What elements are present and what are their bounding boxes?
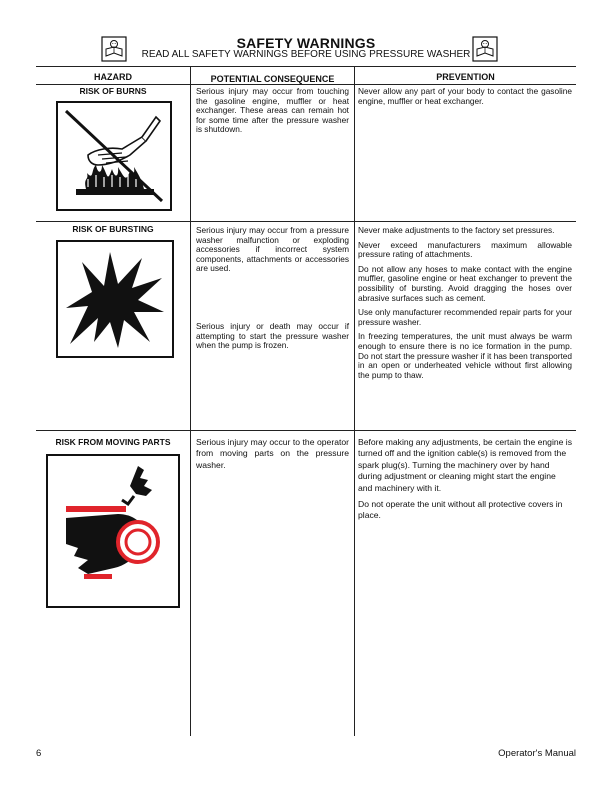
prevention-text: In freezing temperatures, the unit must always be warm enough to ensure there is no ice formation in the pump. Do not start the pressure washer if it has been transported in an open or underheated vehicle without first allowing the pump to thaw. bbox=[358, 331, 572, 380]
prevention-text: Use only manufacturer recommended repair parts for your pressure washer. bbox=[358, 307, 572, 327]
manual-title: Operator's Manual bbox=[498, 748, 576, 759]
prevention-text: Before making any adjustments, be certain the engine is turned off and the ignition cable(s) is removed from the spark plug(s). Turning the machinery over by hand during adjustment or cleaning might start the engine and machinery with it. bbox=[358, 437, 573, 493]
prevention-text: Never make adjustments to the factory set pressures. bbox=[358, 225, 555, 235]
column-header-hazard: HAZARD bbox=[94, 72, 132, 82]
prevention-burns bbox=[358, 87, 572, 111]
top-rule bbox=[36, 66, 576, 67]
prevention-text: Never exceed manufacturers maximum allowable pressure rating of attachments. bbox=[358, 239, 572, 260]
row-rule-1 bbox=[36, 221, 576, 222]
hot-surface-icon bbox=[56, 101, 172, 211]
consequence-text: Serious injury may occur to the operator from moving parts on the pressure washer. bbox=[196, 437, 349, 470]
page-subtitle: READ ALL SAFETY WARNINGS BEFORE USING PRESSURE WASHER bbox=[141, 49, 471, 60]
column-header-consequence: POTENTIAL CONSEQUENCE bbox=[210, 74, 335, 84]
page-title: SAFETY WARNINGS bbox=[236, 35, 376, 51]
prevention-bursting bbox=[358, 226, 572, 385]
row-rule-2 bbox=[36, 430, 576, 431]
prevention-text: Never allow any part of your body to contact the gasoline engine, muffler or heat exchanger. bbox=[358, 86, 572, 106]
header-rule bbox=[36, 84, 576, 85]
consequence-text: Serious injury or death may occur if attempting to start the pressure washer when the pump is frozen. bbox=[196, 320, 349, 351]
consequence-burns bbox=[196, 87, 349, 140]
consequence-text: Serious injury may occur from a pressure washer malfunction or exploding accessories if incorrect system components, attachments or accessories are used. bbox=[196, 225, 349, 274]
hazard-title-burns: RISK OF BURNS bbox=[79, 86, 147, 96]
hazard-title-moving-parts: RISK FROM MOVING PARTS bbox=[55, 437, 171, 447]
col-divider-2 bbox=[354, 66, 355, 736]
hazard-title-bursting: RISK OF BURSTING bbox=[72, 224, 154, 234]
moving-parts-icon bbox=[46, 454, 180, 608]
consequence-moving-parts bbox=[196, 437, 349, 476]
prevention-text: Do not allow any hoses to make contact with the engine muffler, gasoline engine or heat exchanger to prevent the possibility of bursting. Avoid dragging the hoses over abrasive surfaces such as cement. bbox=[358, 263, 572, 303]
consequence-bursting bbox=[196, 226, 349, 356]
prevention-text: Do not operate the unit without all protective covers in place. bbox=[358, 499, 563, 521]
explosion-icon bbox=[56, 240, 174, 358]
col-divider-1 bbox=[190, 66, 191, 736]
page-number: 6 bbox=[36, 748, 42, 759]
prevention-moving-parts bbox=[358, 437, 572, 527]
column-header-prevention: PREVENTION bbox=[436, 72, 495, 82]
consequence-text: Serious injury may occur from touching the gasoline engine, muffler or heat exchanger. These areas can remain hot for some time after the pressure washer is shutdown. bbox=[196, 86, 349, 135]
